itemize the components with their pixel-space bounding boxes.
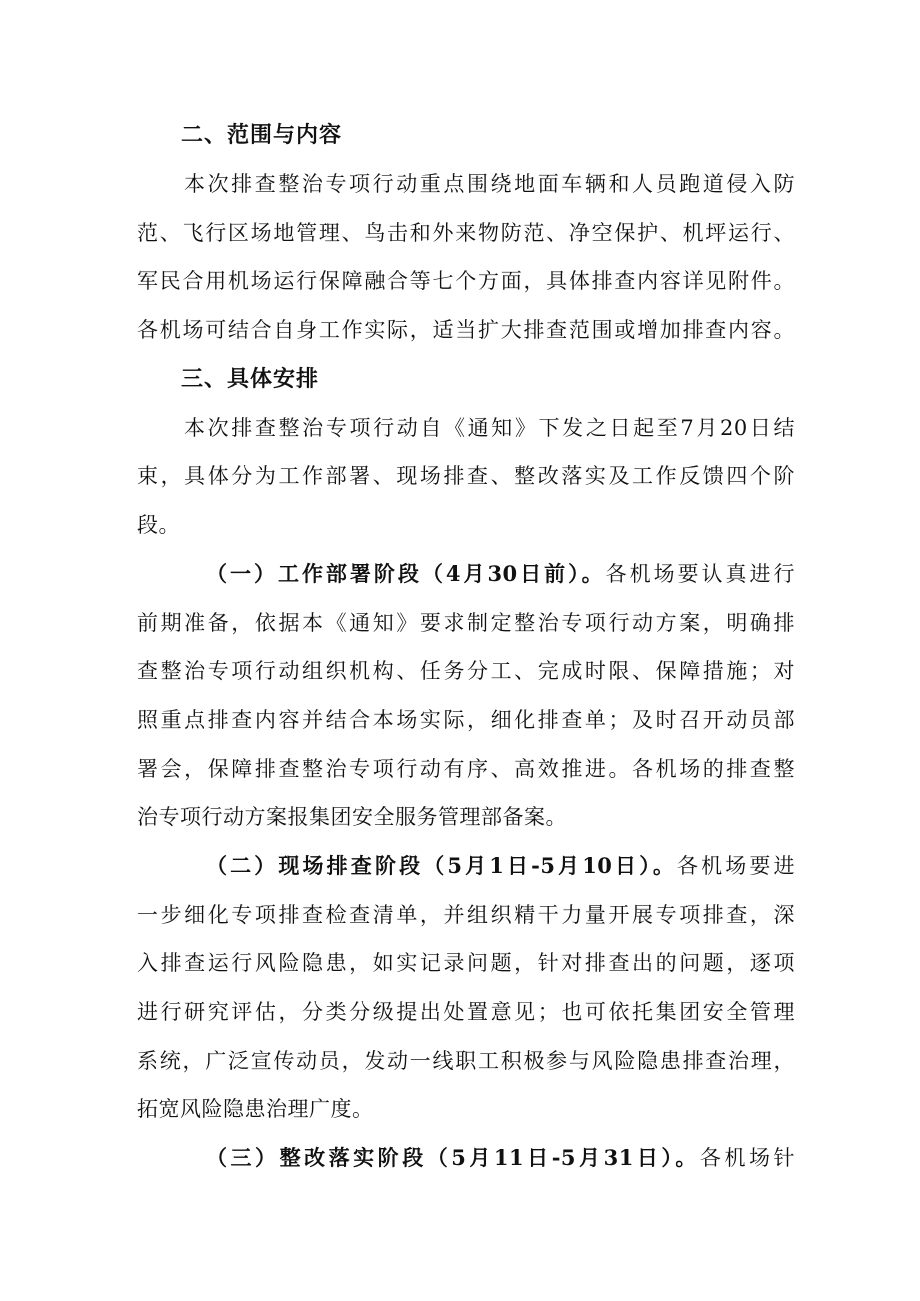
stage-lead-text: 各机场针 xyxy=(699,1146,796,1171)
stage-lead-line xyxy=(137,550,795,599)
section-heading-scope: 二、范围与内容 xyxy=(181,123,343,148)
stage-lead-line xyxy=(137,1134,795,1183)
paragraph-line: 本次排查整治专项行动自《通知》下发之日起至7月20日结 xyxy=(184,415,795,440)
paragraph-line: 本次排查整治专项行动重点围绕地面车辆和人员跑道侵入防 xyxy=(184,172,795,196)
paragraph-line: 一步细化专项排查检查清单，并组织精干力量开展专项排查，深 xyxy=(137,902,795,927)
paragraph-line: 照重点排查内容并结合本场实际，细化排查单；及时召开动员部 xyxy=(137,707,795,732)
paragraph-line: 前期准备，依据本《通知》要求制定整治专项行动方案，明确排 xyxy=(137,610,795,635)
paragraph-line: 入排查运行风险隐患，如实记录问题，针对排查出的问题，逐项 xyxy=(137,951,795,976)
section-heading-arrangement: 三、具体安排 xyxy=(181,366,320,392)
paragraph-line: 治专项行动方案报集团安全服务管理部备案。 xyxy=(137,805,567,830)
stage-title: （二）现场排查阶段（5月1日-5月10日）。 xyxy=(206,852,677,878)
document-page xyxy=(137,112,795,1183)
paragraph-line: 各机场可结合自身工作实际，适当扩大排查范围或增加排查内容。 xyxy=(137,318,795,343)
stage-lead-text: 各机场要认真进行 xyxy=(605,561,795,586)
stage-lead-text: 各机场要进 xyxy=(676,853,796,878)
stage-title: （三）整改落实阶段（5月11日-5月31日）。 xyxy=(206,1145,700,1171)
paragraph-line: 段。 xyxy=(137,513,180,538)
paragraph-line: 查整治专项行动组织机构、任务分工、完成时限、保障措施；对 xyxy=(137,659,795,684)
paragraph-line: 范、飞行区场地管理、鸟击和外来物防范、净空保护、机坪运行、 xyxy=(137,220,795,245)
paragraph-line: 署会，保障排查整治专项行动有序、高效推进。各机场的排查整 xyxy=(137,756,795,781)
paragraph-line: 军民合用机场运行保障融合等七个方面，具体排查内容详见附件。 xyxy=(137,269,795,294)
paragraph-line: 束，具体分为工作部署、现场排查、整改落实及工作反馈四个阶 xyxy=(137,464,795,489)
stage-title: （一）工作部署阶段（4月30日前）。 xyxy=(206,560,606,586)
stage-lead-line xyxy=(137,842,795,891)
paragraph-line: 系统，广泛宣传动员，发动一线职工积极参与风险隐患排查治理， xyxy=(137,1048,795,1073)
paragraph-line: 拓宽风险隐患治理广度。 xyxy=(137,1097,374,1122)
paragraph-line: 进行研究评估，分类分级提出处置意见；也可依托集团安全管理 xyxy=(137,1000,795,1024)
